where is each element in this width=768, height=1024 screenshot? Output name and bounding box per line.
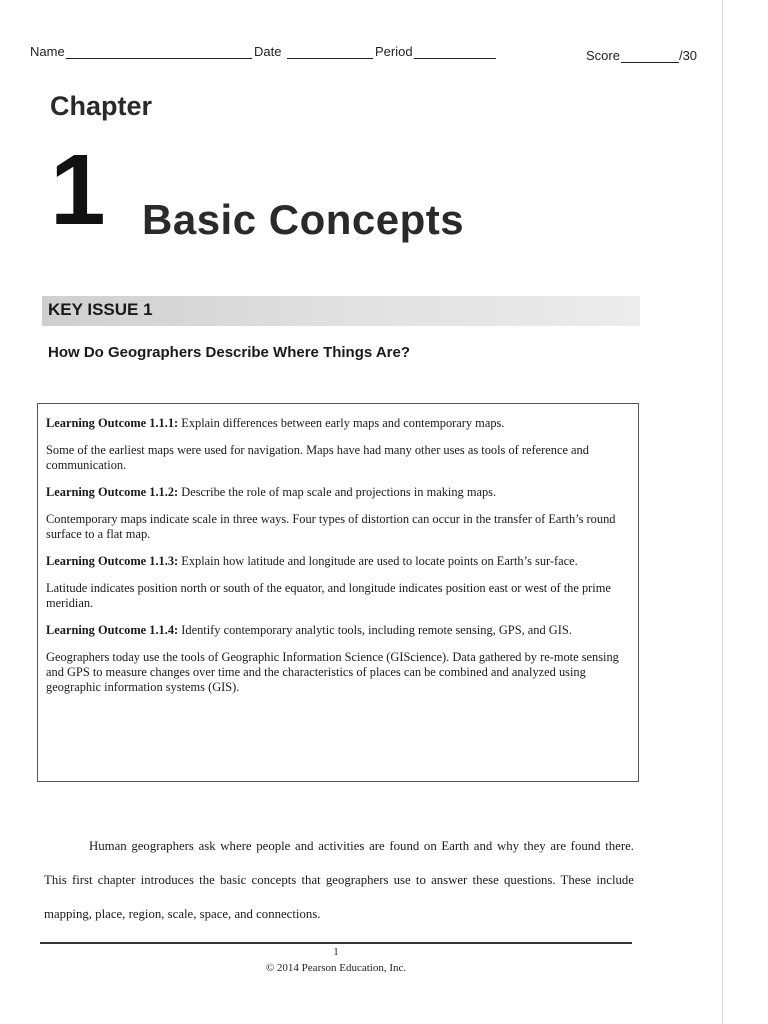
intro-paragraph: Human geographers ask where people and activities are found on Earth and why they are found there. This first chapter introduces the basic concepts that geographers use to answer these questions. These include mapping, place, region, scale, space, and connections. [44, 838, 634, 921]
outcome-id: Learning Outcome 1.1.3: [46, 554, 179, 568]
learning-outcome-heading [46, 485, 630, 500]
date-label: Date [254, 44, 282, 59]
chapter-label: Chapter [50, 91, 153, 121]
learning-outcome-heading [46, 623, 630, 638]
worksheet-header [30, 44, 720, 66]
key-issue-label: KEY ISSUE 1 [48, 300, 153, 319]
learning-outcome-summary: Contemporary maps indicate scale in three ways. Four types of distortion can occur in the transfer of Earth’s round surface to a flat map. [46, 512, 616, 541]
learning-outcome-heading [46, 416, 630, 431]
chapter-title: Basic Concepts [142, 196, 465, 243]
score-total: /30 [678, 48, 698, 63]
date-blank [287, 45, 373, 59]
name-field [30, 44, 252, 59]
outcome-text: Explain how latitude and longitude are used to locate points on Earth’s sur-face. [178, 554, 578, 568]
name-blank [66, 45, 252, 59]
outcome-id: Learning Outcome 1.1.1: [46, 416, 179, 430]
learning-outcome-summary: Geographers today use the tools of Geographic Information Science (GIScience). Data gathered by re-mote sensing and GPS to measure changes over time and the characteristics of places can be combined and analyzed using geographic information systems (GIS). [46, 650, 619, 694]
learning-outcomes-box [37, 403, 639, 782]
page-edge-line [722, 0, 723, 1024]
footer-rule [40, 942, 632, 944]
learning-outcome-summary: Latitude indicates position north or south of the equator, and longitude indicates position east or west of the prime meridian. [46, 581, 611, 610]
outcome-text: Describe the role of map scale and projections in making maps. [178, 485, 497, 499]
score-field [586, 48, 697, 63]
learning-outcome-heading [46, 554, 630, 569]
name-label: Name [30, 44, 65, 59]
copyright-notice: © 2014 Pearson Education, Inc. [265, 962, 407, 974]
period-field [375, 44, 496, 59]
outcome-text: Explain differences between early maps and contemporary maps. [178, 416, 505, 430]
key-issue-question: How Do Geographers Describe Where Things Are? [48, 344, 411, 361]
chapter-number: 1 [50, 134, 106, 246]
learning-outcome-summary: Some of the earliest maps were used for navigation. Maps have had many other uses as tools of reference and communication. [46, 443, 589, 472]
outcome-id: Learning Outcome 1.1.4: [46, 623, 179, 637]
score-label: Score [586, 48, 620, 63]
period-blank [414, 45, 496, 59]
date-field [254, 44, 373, 59]
outcome-text: Identify contemporary analytic tools, including remote sensing, GPS, and GIS. [178, 623, 572, 637]
learning-outcomes-list [46, 416, 630, 707]
outcome-id: Learning Outcome 1.1.2: [46, 485, 179, 499]
period-label: Period [375, 44, 413, 59]
score-blank [621, 49, 679, 63]
page-number: 1 [333, 946, 339, 958]
